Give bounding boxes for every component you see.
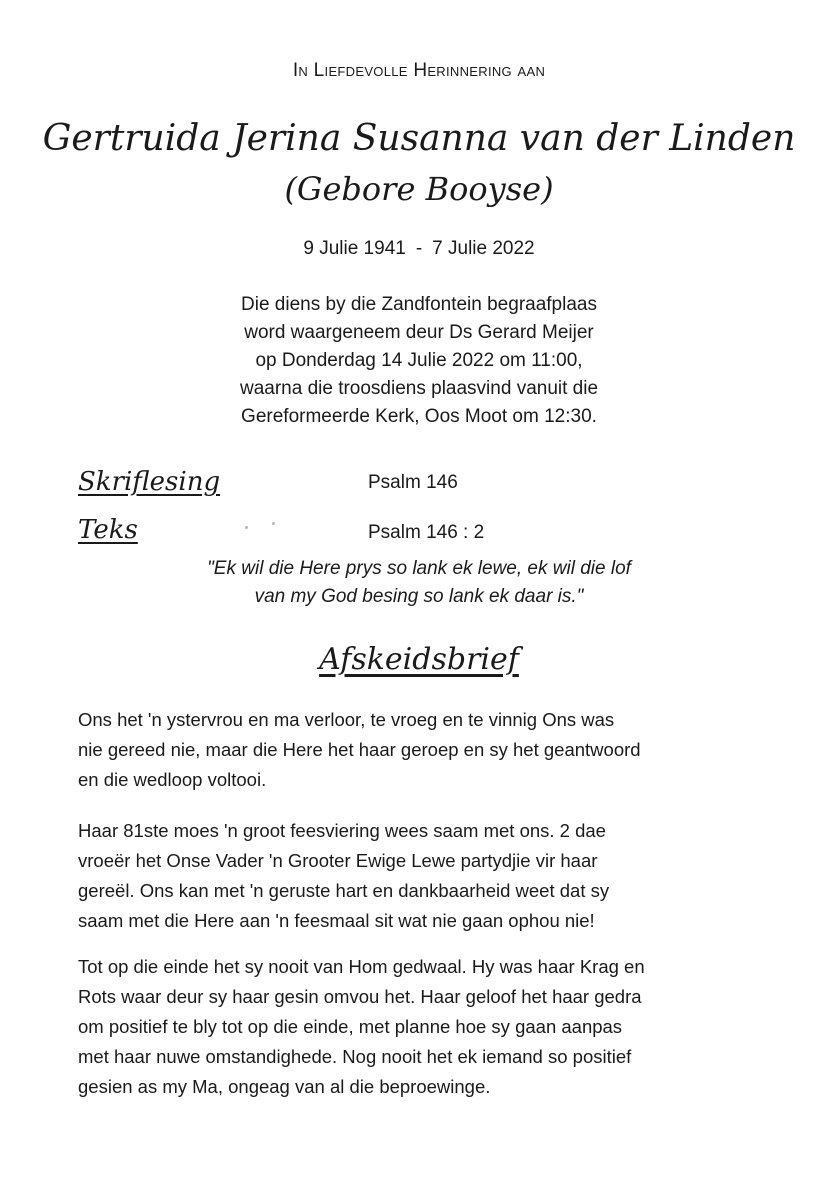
teks-label: Teks — [78, 515, 138, 545]
paragraph-line: gereël. Ons kan met 'n geruste hart en dankbaarheid weet dat sy — [78, 880, 610, 901]
paragraph-line: vroeër het Onse Vader 'n Grooter Ewige Lewe partydjie vir haar — [78, 850, 598, 871]
service-line: word waargeneem deur Ds Gerard Meijer — [244, 322, 594, 343]
scan-speck — [245, 526, 248, 529]
birth-date: 9 Julie 1941 — [303, 238, 406, 259]
service-details — [0, 291, 838, 431]
memorial-heading: In Liefdevolle Herinnering aan — [292, 60, 546, 81]
teks-reference: Psalm 146 : 2 — [368, 522, 485, 543]
scan-speck — [272, 522, 275, 525]
paragraph-line: gesien as my Ma, ongeag van al die beproewinge. — [78, 1076, 491, 1097]
paragraph-line: Haar 81ste moes 'n groot feesviering wees saam met ons. 2 dae — [78, 820, 606, 841]
scripture-quote — [0, 555, 838, 611]
paragraph-line: Tot op die einde het sy nooit van Hom gedwaal. Hy was haar Krag en — [78, 956, 645, 977]
letter-paragraph-3 — [78, 952, 768, 1102]
paragraph-line: om positief te bly tot op die einde, met planne hoe sy gaan aanpas — [78, 1016, 623, 1037]
letter-paragraph-2 — [78, 816, 768, 936]
quote-line: "Ek wil die Here prys so lank ek lewe, ek wil die lof — [207, 558, 631, 579]
paragraph-line: nie gereed nie, maar die Here het haar geroep en sy het geantwoord — [78, 739, 641, 760]
letter-paragraph-1 — [78, 705, 768, 795]
paragraph-line: Ons het 'n ystervrou en ma verloor, te vroeg en te vinnig Ons was — [78, 709, 615, 730]
letter-title: Afskeidsbrief — [319, 642, 519, 677]
service-line: Gereformeerde Kerk, Oos Moot om 12:30. — [241, 406, 597, 427]
service-line: Die diens by die Zandfontein begraafplaas — [241, 294, 597, 315]
paragraph-line: Rots waar deur sy haar gesin omvou het. Haar geloof het haar gedra — [78, 986, 642, 1007]
maiden-name: (Gebore Booyse) — [284, 170, 554, 208]
paragraph-line: saam met die Here aan 'n feesmaal sit wat nie gaan ophou nie! — [78, 910, 595, 931]
paragraph-line: met haar nuwe omstandighede. Nog nooit het ek iemand so positief — [78, 1046, 632, 1067]
service-line: waarna die troosdiens plaasvind vanuit die — [239, 378, 599, 399]
skriflesing-reference: Psalm 146 — [368, 472, 458, 493]
paragraph-line: en die wedloop voltooi. — [78, 769, 267, 790]
quote-line: van my God besing so lank ek daar is." — [254, 586, 584, 607]
date-separator: - — [415, 238, 423, 259]
skriflesing-label: Skriflesing — [78, 467, 221, 497]
life-dates — [0, 238, 838, 260]
death-date: 7 Julie 2022 — [432, 238, 535, 259]
service-line: op Donderdag 14 Julie 2022 om 11:00, — [255, 350, 583, 371]
deceased-name: Gertruida Jerina Susanna van der Linden — [42, 118, 796, 159]
